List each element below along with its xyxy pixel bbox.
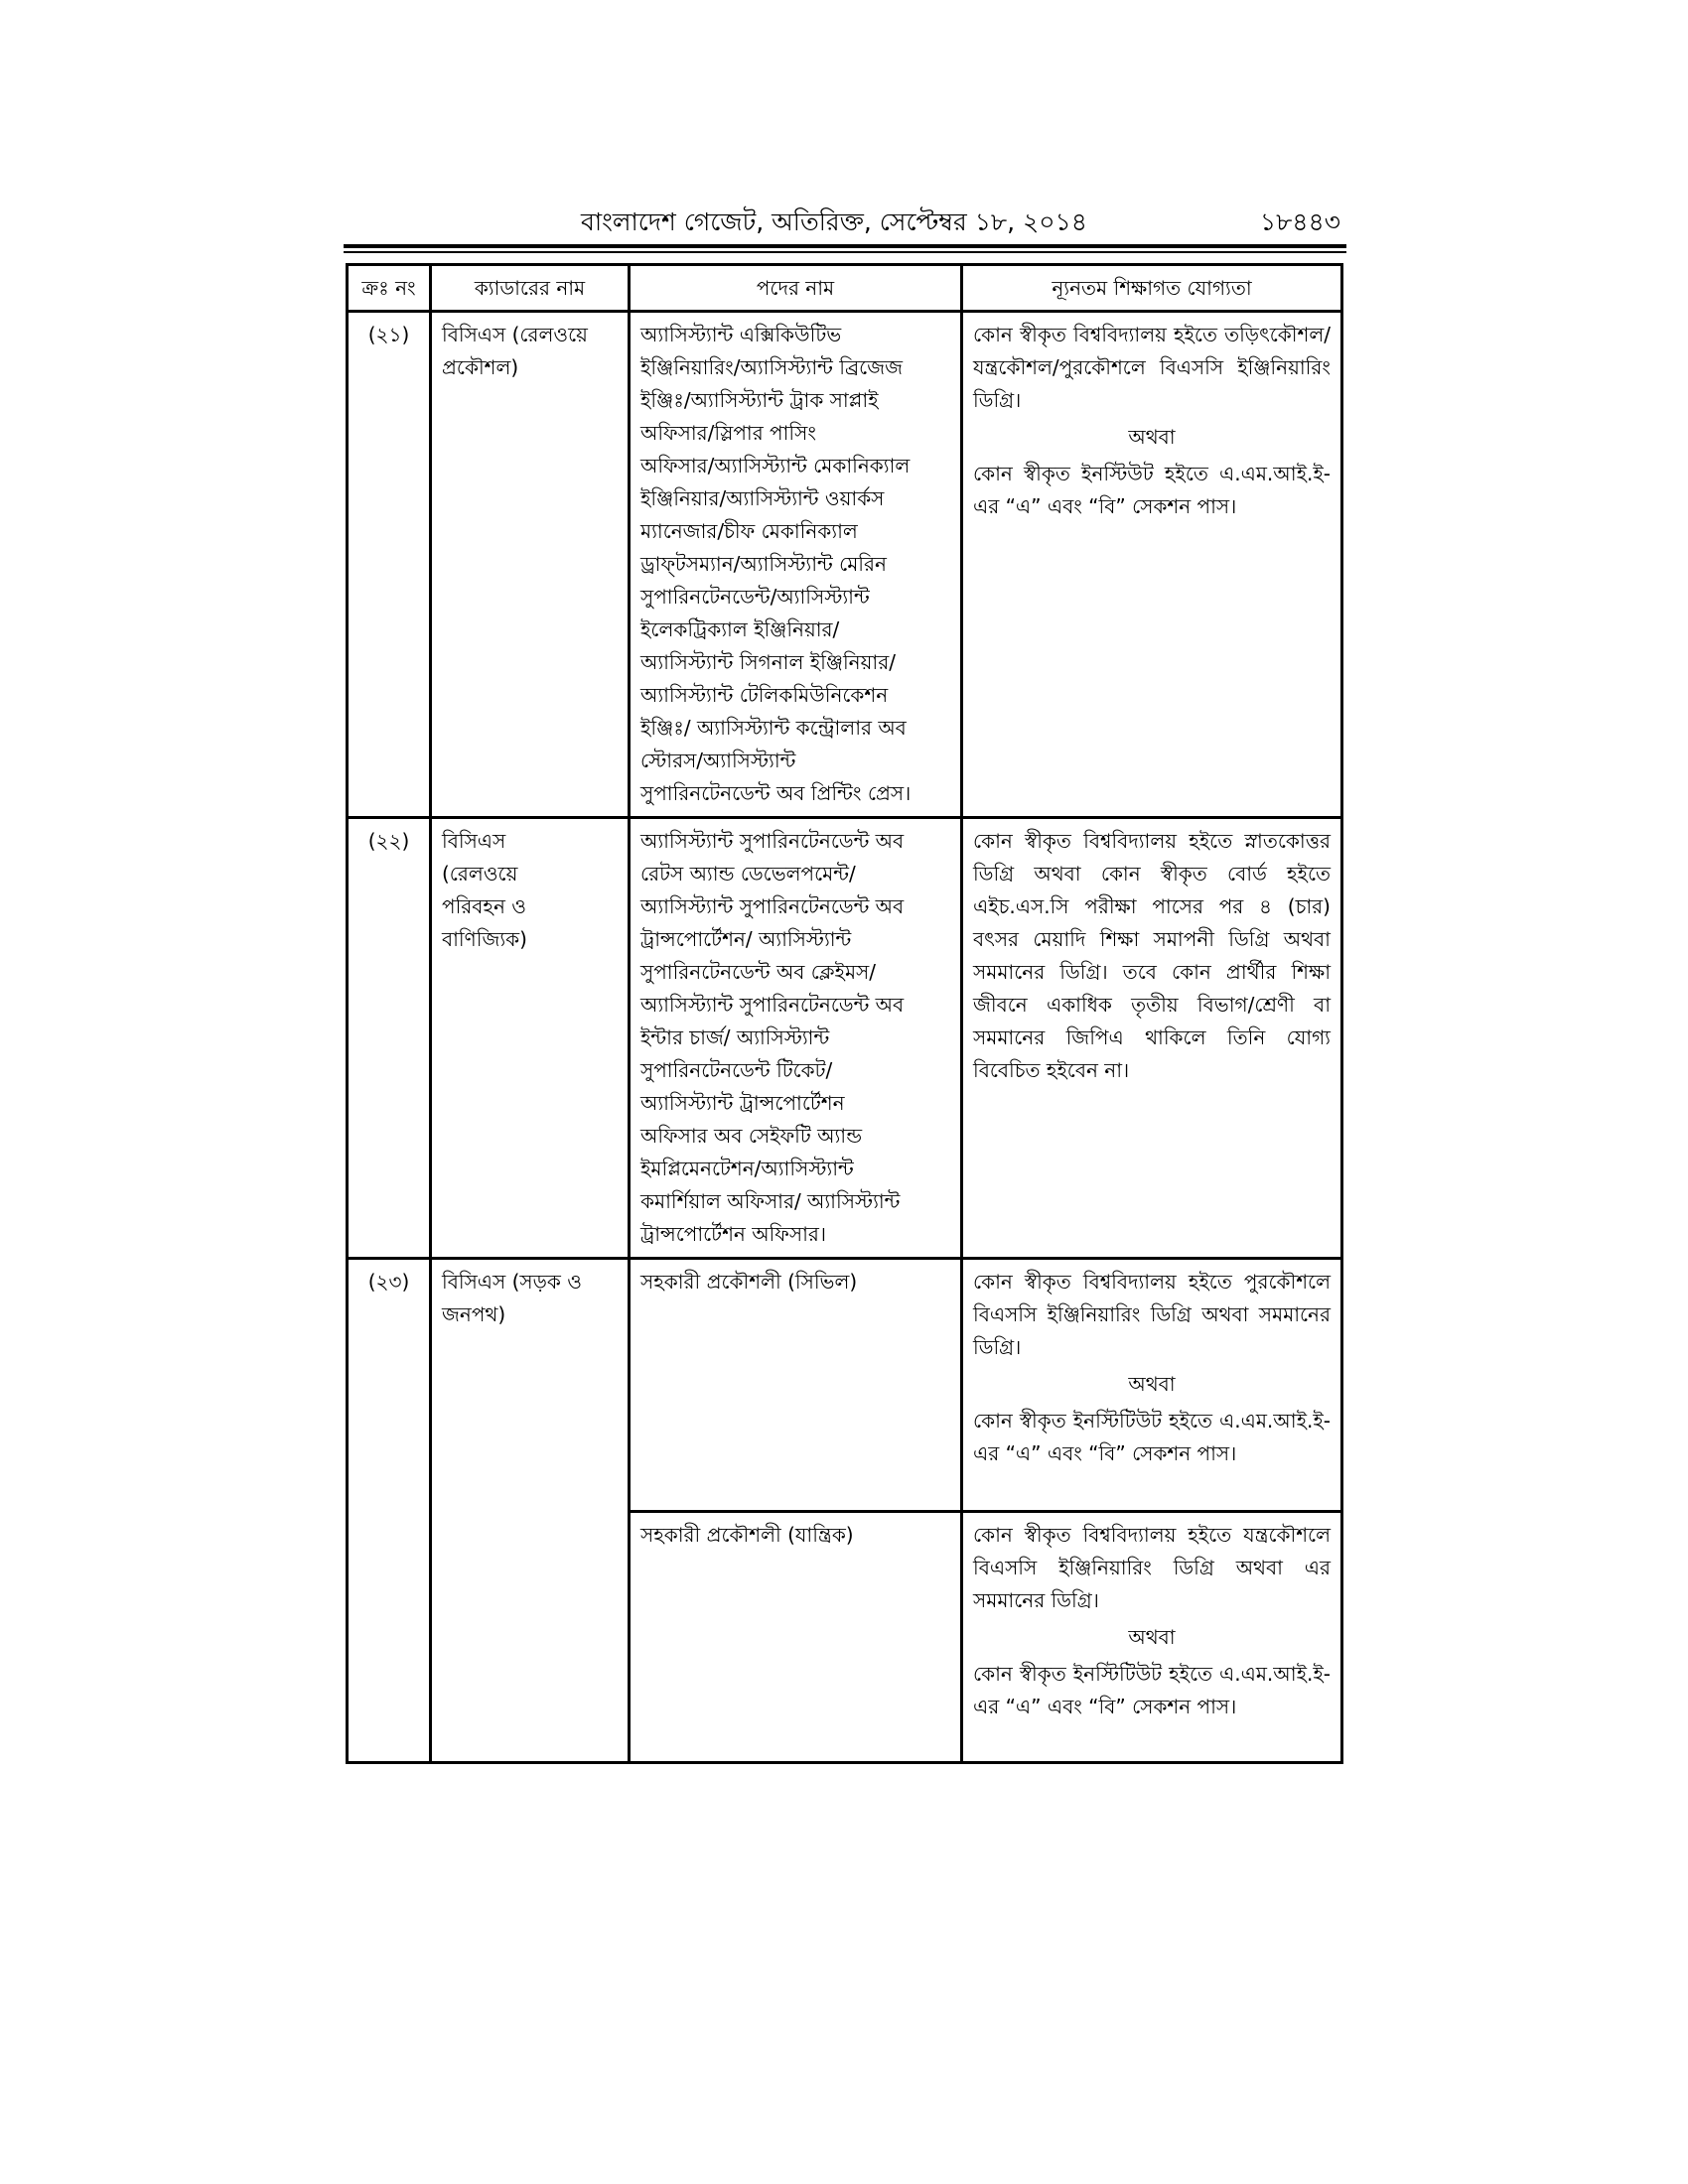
serial-cell: (২১) xyxy=(348,312,431,818)
post-line: রেটস অ্যান্ড ডেভেলপমেন্ট/ xyxy=(640,862,856,886)
post-line: অ্যাসিস্ট্যান্ট টেলিকমিউনিকেশন xyxy=(640,683,889,707)
post-line: সুপারিনটেনডেন্ট অব প্রিন্টিং প্রেস। xyxy=(640,781,912,805)
column-header-cadre: ক্যাডারের নাম xyxy=(431,265,630,312)
serial-cell: (২২) xyxy=(348,818,431,1259)
qualification-cell xyxy=(962,312,1342,818)
qualification-text: কোন স্বীকৃত ইনস্টিটিউট হইতে এ.এম.আই.ই-এর “এ” এবং “বি” সেকশন পাস। xyxy=(973,1409,1331,1465)
post-line: ইমপ্লিমেনটেশন/অ্যাসিস্ট্যান্ট xyxy=(640,1157,854,1180)
post-line: কমার্শিয়াল অফিসার/ অ্যাসিস্ট্যান্ট xyxy=(640,1189,901,1213)
post-line: অ্যাসিস্ট্যান্ট সুপারিনটেনডেন্ট অব xyxy=(640,993,905,1017)
post-line: অফিসার/অ্যাসিস্ট্যান্ট মেকানিক্যাল xyxy=(640,454,911,478)
cadre-line: বিসিএস xyxy=(442,829,506,853)
post-line: ড্রাফ্‌টসম্যান/অ্যাসিস্ট্যান্ট মেরিন xyxy=(640,552,887,576)
post-line: ম্যানেজার/চীফ মেকানিক্যাল xyxy=(640,519,858,543)
qualification-text: কোন স্বীকৃত বিশ্ববিদ্যালয় হইতে পুরকৌশলে বিএসসি ইঞ্জিনিয়ারিং ডিগ্রি অথবা সমমানের ডিগ্রি। xyxy=(973,1270,1331,1359)
qualification-cell xyxy=(962,818,1342,1259)
page-number: ১৮৪৪৩ xyxy=(1259,207,1340,236)
post-line: অ্যাসিস্ট্যান্ট সিগনাল ইঞ্জিনিয়ার/ xyxy=(640,650,896,674)
post-cell xyxy=(630,312,962,818)
post-line: অফিসার/স্লিপার পাসিং xyxy=(640,421,816,445)
qualification-cell xyxy=(962,1512,1342,1763)
post-cell: সহকারী প্রকৌশলী (সিভিল) xyxy=(630,1259,962,1512)
header-rule-thin xyxy=(344,251,1346,253)
post-line: ইলেকট্রিক্যাল ইঞ্জিনিয়ার/ xyxy=(640,617,840,641)
post-cell: সহকারী প্রকৌশলী (যান্ত্রিক) xyxy=(630,1512,962,1763)
post-line: সুপারিনটেনডেন্ট অব ক্লেইমস/ xyxy=(640,960,877,984)
post-line: অ্যাসিস্ট্যান্ট ট্রান্সপোর্টেশন xyxy=(640,1091,845,1115)
post-line: সুপারিনটেনডেন্ট/অ্যাসিস্ট্যান্ট xyxy=(640,585,870,609)
post-line: ইঞ্জিঃ/অ্যাসিস্ট্যান্ট ট্রাক সাপ্লাই xyxy=(640,388,879,412)
qualification-text: কোন স্বীকৃত বিশ্ববিদ্যালয় হইতে যন্ত্রকৌশলে বিএসসি ইঞ্জিনিয়ারিং ডিগ্রি অথবা এর সমমানের ডিগ্রি। xyxy=(973,1523,1331,1612)
table-header-row xyxy=(348,265,1342,312)
post-line: অ্যাসিস্ট্যান্ট সুপারিনটেনডেন্ট অব xyxy=(640,829,905,853)
post-cell xyxy=(630,818,962,1259)
column-header-serial: ক্রঃ নং xyxy=(348,265,431,312)
cadre-qualification-table xyxy=(346,263,1343,1764)
or-separator: অথবা xyxy=(1128,425,1176,449)
qualification-text: কোন স্বীকৃত ইনস্টিউট হইতে এ.এম.আই.ই-এর “এ” এবং “বি” সেকশন পাস। xyxy=(973,462,1331,518)
gazette-title: বাংলাদেশ গেজেট, অতিরিক্ত, সেপ্টেম্বর ১৮, ২০১৪ xyxy=(580,207,1088,236)
header-rule-thick xyxy=(344,244,1346,248)
cadre-cell: বিসিএস (সড়ক ও জনপথ) xyxy=(431,1259,630,1763)
serial-cell: (২৩) xyxy=(348,1259,431,1763)
cadre-cell: বিসিএস (রেলওয়ে প্রকৌশল) xyxy=(431,312,630,818)
post-line: অ্যাসিস্ট্যান্ট সুপারিনটেনডেন্ট অব xyxy=(640,894,905,918)
table-row xyxy=(348,1259,1342,1512)
post-line: স্টোরস/অ্যাসিস্ট্যান্ট xyxy=(640,749,796,772)
post-line: ইঞ্জিনিয়ারিং/অ্যাসিস্ট্যান্ট ব্রিজেজ xyxy=(640,355,903,379)
post-line: অফিসার অব সেইফটি অ্যান্ড xyxy=(640,1124,863,1148)
qualification-text: কোন স্বীকৃত বিশ্ববিদ্যালয় হইতে স্নাতকোত্তর ডিগ্রি অথবা কোন স্বীকৃত বোর্ড হইতে এইচ.এস.সি পরীক্ষা পাসের পর ৪ (চার) বৎসর মেয়াদি শিক্ষা সমাপনী ডিগ্রি অথবা সমমানের ডিগ্রি। তবে কোন প্রার্থীর শিক্ষা জীবনে একাধিক তৃতীয় বিভাগ/শ্রেণী বা সমমানের জিপিএ থাকিলে তিনি যোগ্য বিবেচিত হইবেন না। xyxy=(973,829,1331,1082)
column-header-post: পদের নাম xyxy=(630,265,962,312)
post-line: ট্রান্সপোর্টেশন অফিসার। xyxy=(640,1222,827,1246)
qualification-text: কোন স্বীকৃত ইনস্টিটিউট হইতে এ.এম.আই.ই-এর “এ” এবং “বি” সেকশন পাস। xyxy=(973,1662,1331,1718)
cadre-line: বাণিজ্যিক) xyxy=(442,927,527,951)
post-line: সুপারিনটেনডেন্ট টিকেট/ xyxy=(640,1058,833,1082)
or-separator: অথবা xyxy=(1128,1372,1176,1396)
column-header-qualification: ন্যূনতম শিক্ষাগত যোগ্যতা xyxy=(962,265,1342,312)
post-line: ইঞ্জিনিয়ার/অ্যাসিস্ট্যান্ট ওয়ার্কস xyxy=(640,486,885,510)
qualification-cell xyxy=(962,1259,1342,1512)
cadre-line: (রেলওয়ে xyxy=(442,862,518,886)
post-line: ইন্টার চার্জ/ অ্যাসিস্ট্যান্ট xyxy=(640,1025,830,1049)
cadre-line: পরিবহন ও xyxy=(442,894,526,918)
table-row xyxy=(348,818,1342,1259)
post-line: ইঞ্জিঃ/ অ্যাসিস্ট্যান্ট কন্ট্রোলার অব xyxy=(640,716,907,740)
post-line: অ্যাসিস্ট্যান্ট এক্সিকিউটিভ xyxy=(640,323,842,346)
post-line: ট্রান্সপোর্টেশন/ অ্যাসিস্ট্যান্ট xyxy=(640,927,852,951)
or-separator: অথবা xyxy=(1128,1625,1176,1649)
qualification-text: কোন স্বীকৃত বিশ্ববিদ্যালয় হইতে তড়িৎকৌশল/ যন্ত্রকৌশল/পুরকৌশলে বিএসসি ইঞ্জিনিয়ারিং ডিগ্রি। xyxy=(973,323,1331,412)
table-row xyxy=(348,312,1342,818)
cadre-cell xyxy=(431,818,630,1259)
